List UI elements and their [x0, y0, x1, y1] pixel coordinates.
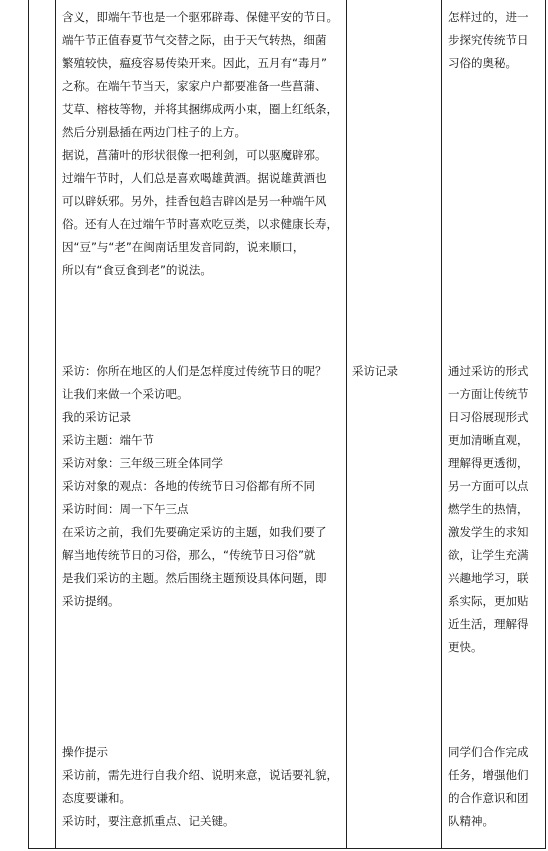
row3-content-cell — [62, 741, 344, 833]
row3-content-line: 操作提示 — [62, 745, 108, 759]
row1-content-line: 艾草、榕枝等物，并将其捆绑成两小束，圈上红纸条， — [62, 102, 338, 116]
row1-content-line: 可以辟妖邪。另外，挂香包趋吉辟凶是另一种端午风 — [62, 194, 327, 208]
row1-content-cell — [62, 6, 344, 282]
row2-purpose-line: 激发学生的求知 — [448, 525, 529, 539]
row3-purpose-line: 的合作意识和团 — [448, 791, 529, 805]
row2-purpose-line: 日习俗展现形式 — [448, 410, 529, 424]
row2-content-cell — [62, 360, 344, 613]
table-border-right — [545, 0, 546, 849]
row1-purpose-line: 怎样过的，进一 — [448, 10, 529, 24]
row1-content-line: 因“豆”与“老”在闽南话里发音同韵，说来顺口， — [62, 240, 305, 254]
row1-content-line: 之称。在端午节当天，家家户户都要准备一些菖蒲、 — [62, 79, 327, 93]
row1-purpose-cell — [448, 6, 544, 75]
row2-purpose-line: 另一方面可以点 — [448, 479, 529, 493]
row2-purpose-line: 系实际，更加贴 — [448, 594, 529, 608]
row3-purpose-line: 同学们合作完成 — [448, 745, 529, 759]
row1-content-line: 端午节正值春夏节气交替之际，由于天气转热，细菌 — [62, 33, 327, 47]
row2-content-line: 采访对象：三年级三班全体同学 — [62, 456, 223, 470]
row2-content-line: 采访对象的观点：各地的传统节日习俗都有所不同 — [62, 479, 315, 493]
row3-content-line: 态度要谦和。 — [62, 791, 131, 805]
table-divider-col3 — [346, 0, 347, 849]
row2-purpose-line: 近生活，理解得 — [448, 617, 529, 631]
row2-purpose-line: 兴趣地学习，联 — [448, 571, 529, 585]
row2-purpose-line: 一方面让传统节 — [448, 387, 529, 401]
row2-content-line: 采访提纲。 — [62, 594, 120, 608]
row2-purpose-line: 燃学生的热情， — [448, 502, 529, 516]
row1-content-line: 然后分别悬插在两边门柱子的上方。 — [62, 125, 246, 139]
row2-content-line: 采访时间：周一下午三点 — [62, 502, 189, 516]
row2-purpose-line: 理解得更透彻， — [448, 456, 529, 470]
row2-content-line: 采访：你所在地区的人们是怎样度过传统节日的呢？ — [62, 364, 327, 378]
row2-purpose-cell — [448, 360, 544, 659]
row2-purpose-line: 通过采访的形式 — [448, 364, 529, 378]
row1-purpose-line: 步探究传统节日 — [448, 33, 529, 47]
row2-content-line: 采访主题：端午节 — [62, 433, 154, 447]
row1-content-line: 繁殖较快，瘟疫容易传染开来。因此，五月有“毒月” — [62, 56, 327, 70]
row2-content-line: 让我们来做一个采访吧。 — [62, 387, 189, 401]
row2-purpose-line: 更快。 — [448, 640, 483, 654]
row2-purpose-line: 更加清晰直观， — [448, 433, 529, 447]
row1-content-line: 过端午节时，人们总是喜欢喝雄黄酒。据说雄黄酒也 — [62, 171, 327, 185]
row2-purpose-line: 欲，让学生充满 — [448, 548, 529, 562]
table-border-left — [28, 0, 29, 849]
row1-content-line: 据说，菖蒲叶的形状很像一把利剑，可以驱魔辟邪。 — [62, 148, 327, 162]
row2-content-line: 解当地传统节日的习俗，那么，“传统节日习俗”就 — [62, 548, 316, 562]
row2-content-line: 在采访之前，我们先要确定采访的主题，如我们要了 — [62, 525, 327, 539]
table-divider-col4 — [441, 0, 442, 849]
row3-purpose-line: 队精神。 — [448, 814, 494, 828]
table-divider-col2 — [55, 0, 56, 849]
row2-content-line: 是我们采访的主题。然后围绕主题预设具体问题，即 — [62, 571, 327, 585]
row1-purpose-line: 习俗的奥秘。 — [448, 56, 517, 70]
row1-content-line: 俗。还有人在过端午节时喜欢吃豆类，以求健康长寿， — [62, 217, 338, 231]
row1-content-line: 含义，即端午节也是一个驱邪辟毒、保健平安的节日。 — [62, 10, 338, 24]
table-border-bottom — [28, 848, 546, 849]
row2-activity-label: 采访记录 — [352, 364, 398, 378]
row3-purpose-cell — [448, 741, 544, 833]
row3-purpose-line: 任务，增强他们 — [448, 768, 529, 782]
row3-content-line: 采访时，要注意抓重点、记关键。 — [62, 814, 235, 828]
row1-content-line: 所以有“食豆食到老”的说法。 — [62, 263, 212, 277]
row2-activity-cell — [352, 360, 436, 383]
row3-content-line: 采访前，需先进行自我介绍、说明来意，说话要礼貌， — [62, 768, 338, 782]
row2-content-line: 我的采访记录 — [62, 410, 131, 424]
